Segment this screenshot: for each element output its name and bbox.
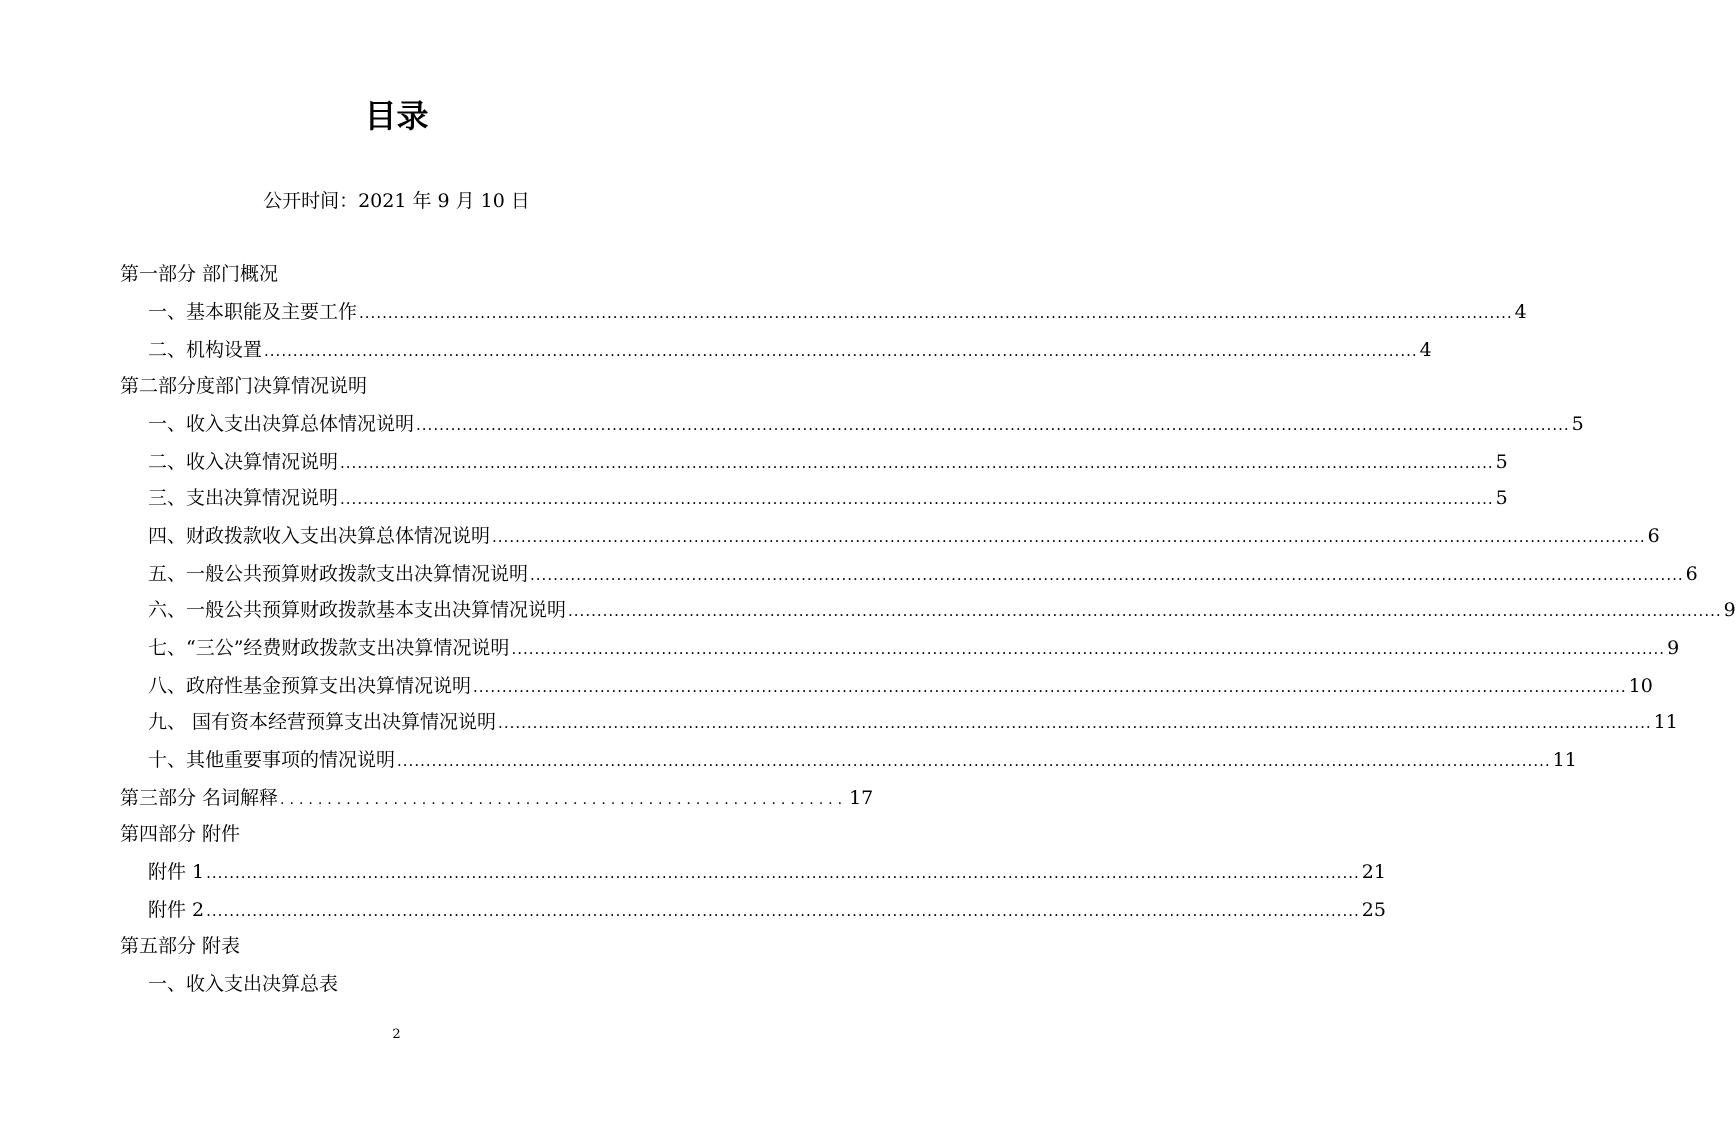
toc-label: 一、收入支出决算总体情况说明 (148, 413, 415, 435)
toc-page: 9 (1667, 637, 1680, 659)
toc-page: 11 (1653, 711, 1678, 733)
toc-entry[interactable] (148, 296, 1527, 328)
toc-label: 第一部分 部门概况 (120, 263, 279, 285)
toc-page: 6 (1647, 525, 1660, 547)
dot-leader: ........................................................................................................................................................................................................ (416, 416, 1570, 434)
toc-label: 第四部分 附件 (120, 823, 241, 845)
toc-label: 第五部分 附表 (120, 935, 241, 957)
toc-label: 四、财政拨款收入支出决算总体情况说明 (148, 525, 491, 547)
toc-label: 第三部分 名词解释 (120, 787, 279, 809)
toc-label: 五、一般公共预算财政拨款支出决算情况说明 (148, 563, 529, 585)
toc-entry[interactable] (148, 558, 1698, 590)
toc-label: 九、 国有资本经营预算支出决算情况说明 (148, 711, 497, 733)
toc-label: 十、其他重要事项的情况说明 (148, 749, 396, 771)
dot-leader: ........................................................................................................................................................................................................ (340, 454, 1494, 472)
toc-entry[interactable] (148, 670, 1653, 702)
toc-label: 六、一般公共预算财政拨款基本支出决算情况说明 (148, 599, 567, 621)
toc-entry[interactable] (148, 632, 1680, 664)
toc-page: 4 (1514, 301, 1527, 323)
dot-leader: ........................................................................................................................................................................................................ (340, 490, 1494, 508)
dot-leader: ........................................................................................................................................................................................................ (568, 602, 1722, 620)
toc-part-3[interactable] (120, 782, 874, 814)
toc-part-1 (120, 258, 278, 290)
dot-leader: ........................................................................................................................................................................................................ (511, 640, 1666, 658)
toc-page: 17 (849, 787, 874, 809)
dot-leader: ........................................................................................................................................................................................................ (206, 864, 1360, 882)
toc-page: 10 (1628, 675, 1653, 697)
toc-label: 八、政府性基金预算支出决算情况说明 (148, 675, 472, 697)
toc-entry[interactable] (148, 482, 1508, 514)
toc-entry[interactable] (148, 446, 1508, 478)
dot-leader: ........................................................................................................................................................................................................ (498, 714, 1652, 732)
toc-entry[interactable] (148, 408, 1584, 440)
page-title: 目录 (364, 97, 429, 135)
toc-page: 5 (1495, 487, 1508, 509)
toc-label: 附件 2 (148, 899, 205, 921)
dot-leader: ............................................................ (280, 792, 848, 808)
toc-entry[interactable] (148, 706, 1678, 738)
toc-page: 25 (1361, 899, 1386, 921)
toc-label: 三、支出决算情况说明 (148, 487, 339, 509)
dot-leader: ........................................................................................................................................................................................................ (473, 678, 1627, 696)
toc-entry[interactable] (148, 744, 1577, 776)
toc-label: 二、收入决算情况说明 (148, 451, 339, 473)
toc-entry[interactable] (148, 968, 338, 1000)
dot-leader: ........................................................................................................................................................................................................ (264, 342, 1418, 360)
toc-label: 一、收入支出决算总表 (148, 973, 339, 995)
dot-leader: ........................................................................................................................................................................................................ (492, 528, 1646, 546)
toc-page: 5 (1571, 413, 1584, 435)
dot-leader: ........................................................................................................................................................................................................ (397, 752, 1551, 770)
toc-page: 4 (1419, 339, 1432, 361)
toc-page: 9 (1723, 599, 1736, 621)
dot-leader: ........................................................................................................................................................................................................ (530, 566, 1684, 584)
toc-entry[interactable] (148, 520, 1660, 552)
toc-label: 第二部分度部门决算情况说明 (120, 375, 368, 397)
toc-entry[interactable] (148, 594, 1736, 626)
toc-part-5 (120, 930, 240, 962)
toc-label: 二、机构设置 (148, 339, 263, 361)
toc-part-4 (120, 818, 240, 850)
toc-page: 21 (1361, 861, 1386, 883)
toc-entry[interactable] (148, 894, 1386, 926)
toc-page: 6 (1685, 563, 1698, 585)
toc-entry[interactable] (148, 334, 1432, 366)
toc-label: 附件 1 (148, 861, 205, 883)
publication-date: 公开时间：2021 年 9 月 10 日 (263, 190, 530, 212)
toc-entry[interactable] (148, 856, 1386, 888)
page-number: 2 (392, 1027, 401, 1042)
dot-leader: ........................................................................................................................................................................................................ (359, 304, 1513, 322)
dot-leader: ........................................................................................................................................................................................................ (206, 902, 1360, 920)
toc-page: 11 (1552, 749, 1577, 771)
toc-label: 七、“三公”经费财政拨款支出决算情况说明 (148, 637, 510, 659)
toc-label: 一、基本职能及主要工作 (148, 301, 358, 323)
toc-page: 5 (1495, 451, 1508, 473)
toc-part-2 (120, 370, 367, 402)
